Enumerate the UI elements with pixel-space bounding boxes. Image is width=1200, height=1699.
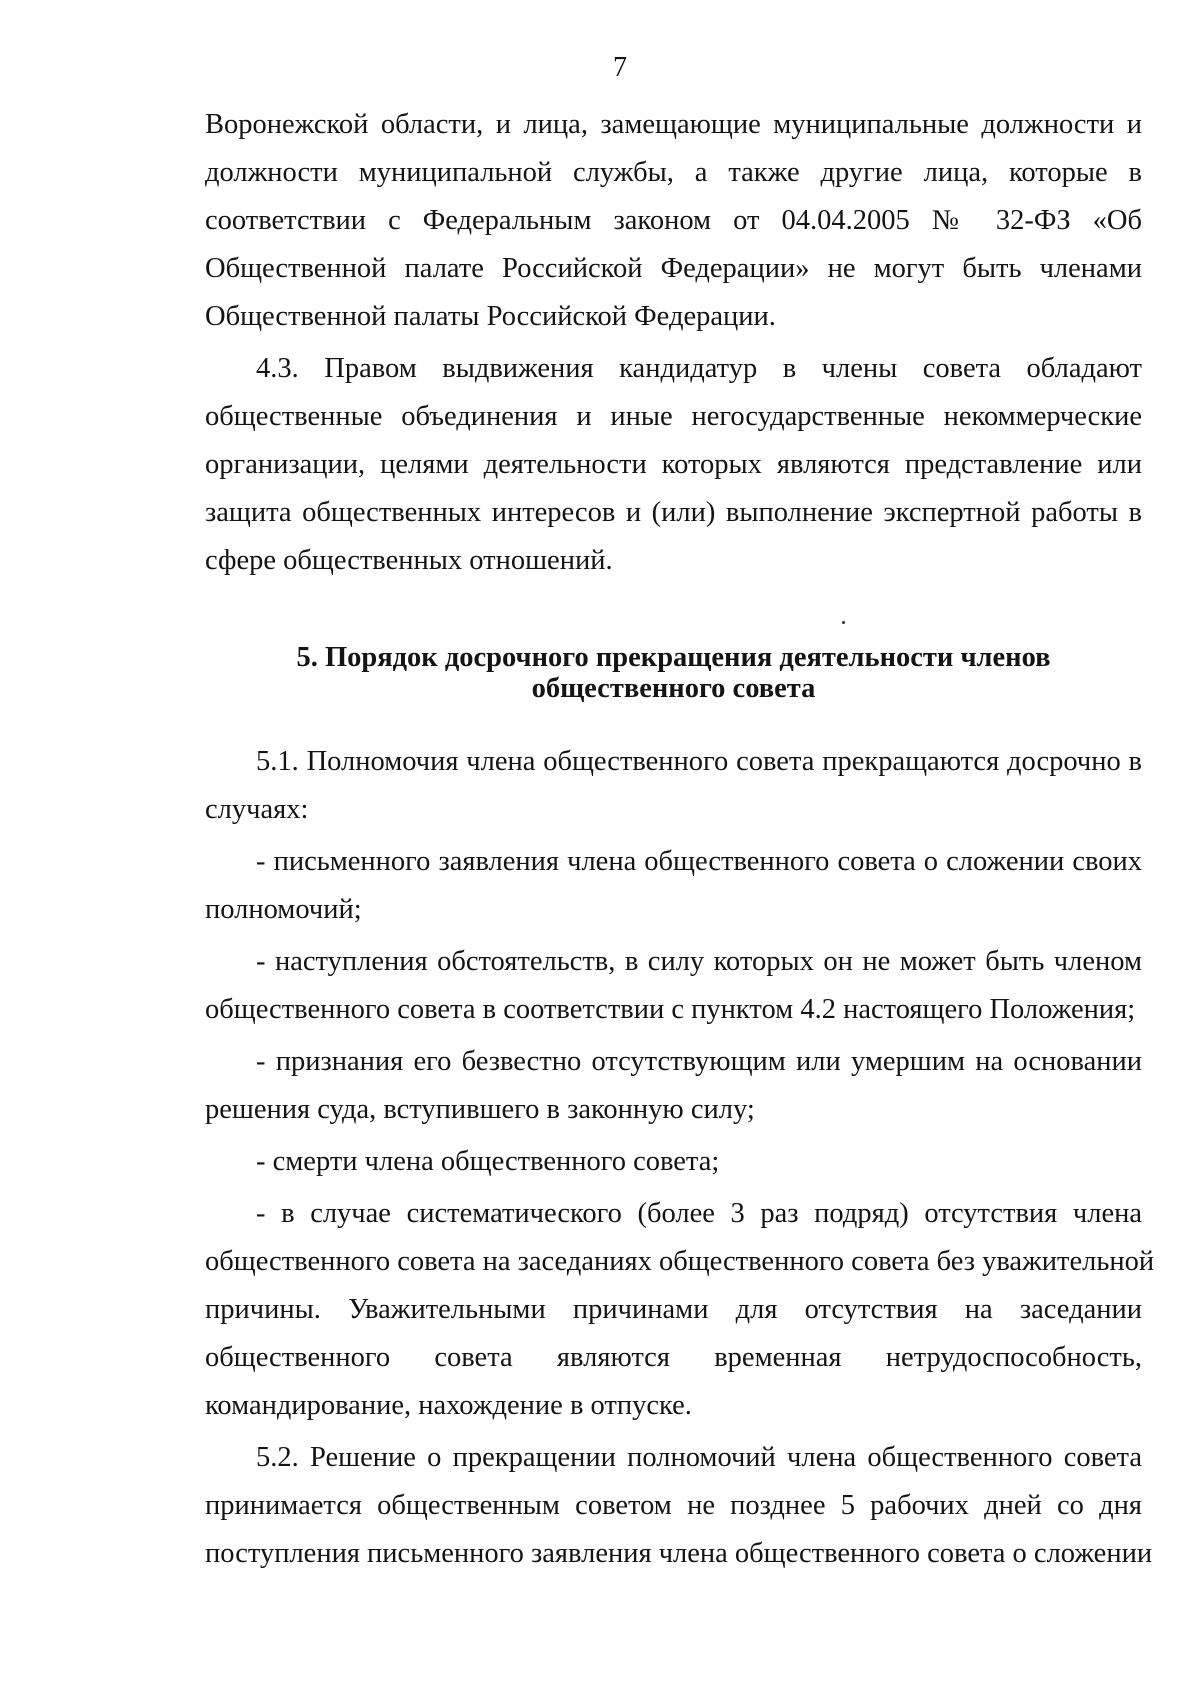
text-line: 4.3. Правом выдвижения кандидатур в члены совета обладают xyxy=(256,353,1142,384)
list-item xyxy=(205,838,1142,934)
list-item xyxy=(205,938,1142,1034)
section-heading xyxy=(205,642,1142,704)
text-line: сфере общественных отношений. xyxy=(205,545,613,576)
paragraph-4-3 xyxy=(205,345,1142,585)
text-line: 5.2. Решение о прекращении полномочий члена общественного совета xyxy=(256,1442,1142,1473)
text-line: - наступления обстоятельств, в силу которых он не может быть членом xyxy=(256,946,1142,977)
text-line: принимается общественным советом не позднее 5 рабочих дней со дня xyxy=(205,1490,1142,1521)
paragraph-5-2 xyxy=(205,1434,1153,1578)
list-item xyxy=(205,1138,1142,1186)
text-line: общественного совета в соответствии с пунктом 4.2 настоящего Положения; xyxy=(205,994,1136,1025)
text-line: решения суда, вступившего в законную силу; xyxy=(205,1094,755,1125)
text-line: общественного совета на заседаниях общественного совета без уважительной xyxy=(205,1246,1155,1277)
document-body xyxy=(205,101,1155,1578)
heading-line: 5. Порядок досрочного прекращения деятельности членов xyxy=(296,642,1051,673)
text-line: защита общественных интересов и (или) выполнение экспертной работы в xyxy=(205,497,1142,528)
text-line: поступления письменного заявления члена общественного совета о сложении xyxy=(205,1538,1153,1569)
heading-line: общественного совета xyxy=(531,673,816,704)
text-line: причины. Уважительными причинами для отсутствия на заседании xyxy=(205,1294,1142,1325)
text-line: - в случае систематического (более 3 раз подряд) отсутствия члена xyxy=(256,1198,1142,1229)
paragraph-4-2-continuation xyxy=(205,101,1142,341)
text-line: - письменного заявления члена общественного совета о сложении своих xyxy=(256,846,1142,877)
list-item xyxy=(205,1190,1155,1430)
text-line: случаях: xyxy=(205,794,309,825)
page-number: 7 xyxy=(613,52,627,83)
paragraph-5-1 xyxy=(205,738,1142,834)
text-line: соответствии с Федеральным законом от 04.04.2005 № 32-ФЗ «Об xyxy=(205,205,1142,236)
text-line: должности муниципальной службы, а также другие лица, которые в xyxy=(205,157,1142,188)
text-line: полномочий; xyxy=(205,894,362,925)
text-line: Общественной палаты Российской Федерации. xyxy=(205,301,776,332)
text-line: организации, целями деятельности которых являются представление или xyxy=(205,449,1142,480)
text-line: - признания его безвестно отсутствующим или умершим на основании xyxy=(256,1046,1142,1077)
text-line: общественного совета являются временная нетрудоспособность, xyxy=(205,1342,1142,1373)
text-line: - смерти члена общественного совета; xyxy=(256,1146,720,1177)
text-line: Воронежской области, и лица, замещающие муниципальные должности и xyxy=(205,109,1142,140)
text-line: 5.1. Полномочия члена общественного совета прекращаются досрочно в xyxy=(256,746,1142,777)
text-line: Общественной палате Российской Федерации» не могут быть членами xyxy=(205,253,1142,284)
text-line: командирование, нахождение в отпуске. xyxy=(205,1390,692,1421)
list-item xyxy=(205,1038,1142,1134)
text-line: общественные объединения и иные негосударственные некоммерческие xyxy=(205,401,1142,432)
